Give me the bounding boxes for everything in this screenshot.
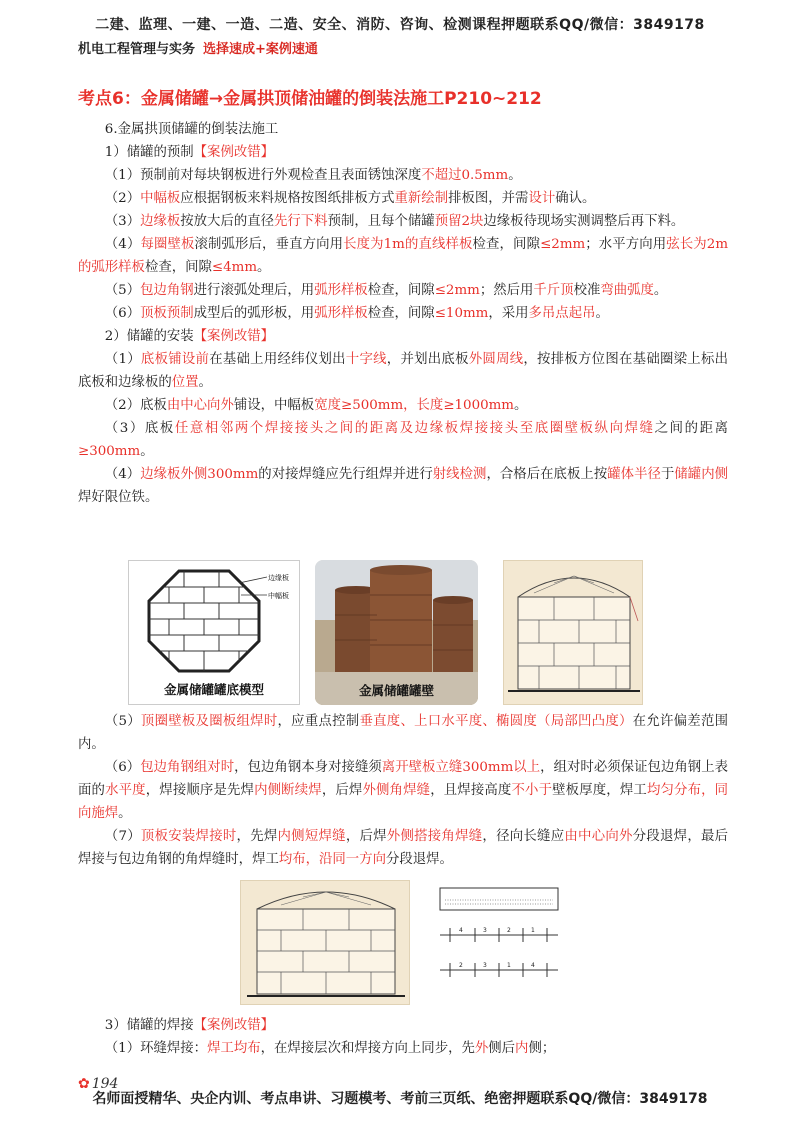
roof-welding-diagram — [241, 881, 411, 1006]
caption-tank-wall: 金属储罐罐壁 — [358, 683, 434, 698]
s2-p5: （5）顶圈壁板及圈板组焊时，应重点控制垂直度、上口水平度、椭圆度（局部凹凸度）在允许偏差范围内。 — [78, 714, 729, 752]
s2-p6: （6）包边角钢组对时，包边角钢本身对接缝须离开壁板立缝300mm以上，组对时必须保证包边角钢上表面的水平度，焊接顺序是先焊内侧断续焊，后焊外侧角焊缝，且焊接高度不小于壁板厚度，焊工均匀分布，同向施焊。 — [78, 760, 729, 821]
weld-sequence-diagram — [435, 880, 565, 1005]
s1-p1: （1）预制前对每块钢板进行外观检查且表面锈蚀深度不超过0.5mm。 — [104, 168, 522, 183]
tank-bottom-diagram — [129, 561, 301, 679]
subject-line — [78, 38, 800, 57]
section-heading: 6.金属拱顶储罐的倒装法施工 — [104, 122, 279, 137]
s2-p1: （1）底板铺设前在基础上用经纬仪划出十字线，并划出底板外圆周线，按排板方位图在基础圈梁上标出底板和边缘板的位置。 — [78, 352, 729, 390]
mid-plate-label: 中幅板 — [268, 592, 289, 600]
s3-p1: （1）环缝焊接：焊工均布，在焊接层次和焊接方向上同步，先外侧后内侧； — [104, 1041, 556, 1056]
s1-p2: （2）中幅板应根据钢板来料规格按图纸排板方式重新绘制排板图，并需设计确认。 — [104, 191, 596, 206]
s1-p3: （3）边缘板按放大后的直径先行下料预制，且每个储罐预留2块边缘板待现场实测调整后再下料。 — [104, 214, 685, 229]
svg-text:4: 4 — [459, 927, 463, 934]
topic-title: 考点6：金属储罐→金属拱顶储油罐的倒装法施工P210~212 — [78, 89, 542, 109]
s2-p2: （2）底板由中心向外铺设，中幅板宽度≥500mm，长度≥1000mm。 — [104, 398, 528, 413]
caption-tank-bottom: 金属储罐罐底模型 — [163, 682, 264, 697]
subject-name: 机电工程管理与实务 — [78, 42, 196, 57]
tank-bottom-model-figure — [128, 560, 300, 705]
footer-banner: 名师面授精华、央企内训、考点串讲、习题模考、考前三页纸、绝密押题联系QQ/微信：3849178 — [92, 1091, 708, 1107]
svg-text:3: 3 — [483, 927, 487, 934]
tank-section-diagram — [504, 561, 644, 706]
tank-section-figure — [503, 560, 643, 705]
s1-p4: （4）每圈壁板滚制弧形后，垂直方向用长度为1m的直线样板检查，间隙≤2mm；水平方向用弦长为2m的弧形样板检查，间隙≤4mm。 — [78, 237, 729, 275]
s2-p3: （3）底板任意相邻两个焊接接头之间的距离及边缘板焊接接头至底圈壁板纵向焊缝之间的距离≥300mm。 — [78, 421, 728, 459]
content-block-1 — [78, 118, 728, 509]
tank-wall-photo — [315, 560, 478, 705]
svg-text:1: 1 — [507, 962, 511, 969]
figures-row-2 — [240, 880, 560, 1005]
svg-text:2: 2 — [459, 962, 463, 969]
content-block-2 — [78, 710, 728, 871]
content-block-3 — [78, 1014, 728, 1060]
top-banner: 二建、监理、一建、一造、二造、安全、消防、咨询、检测课程押题联系QQ/微信：3849178 — [95, 17, 705, 33]
roof-welding-figure — [240, 880, 410, 1005]
s2-p4: （4）边缘板外侧300mm的对接焊缝应先行组焊并进行射线检测，合格后在底板上按罐体半径于储罐内侧焊好限位铁。 — [78, 467, 729, 505]
s2-heading: 2）储罐的安装【案例改错】 — [104, 329, 275, 344]
weld-sequence-figure — [435, 880, 565, 1005]
s1-heading: 1）储罐的预制【案例改错】 — [104, 145, 275, 160]
edge-plate-label: 边缘板 — [268, 574, 289, 582]
page-number: ✿ 194 — [78, 1076, 119, 1092]
s3-heading: 3）储罐的焊接【案例改错】 — [104, 1018, 275, 1033]
subject-tag: 选择速成+案例速通 — [203, 42, 318, 57]
svg-text:2: 2 — [507, 927, 511, 934]
flower-icon: ✿ — [78, 1076, 90, 1092]
s1-p6: （6）顶板预制成型后的弧形板，用弧形样板检查，间隙≤10mm，采用多吊点起吊。 — [104, 306, 609, 321]
figures-row-1 — [128, 560, 648, 705]
s1-p5: （5）包边角钢进行滚弧处理后，用弧形样板检查，间隙≤2mm；然后用千斤顶校准弯曲弧度。 — [104, 283, 668, 298]
svg-text:1: 1 — [531, 927, 535, 934]
s2-p7: （7）顶板安装焊接时，先焊内侧短焊缝，后焊外侧搭接角焊缝，径向长缝应由中心向外分段退焊，最后焊接与包边角钢的角焊缝时，焊工均布，沿同一方向分段退焊。 — [78, 829, 729, 867]
svg-text:3: 3 — [483, 962, 487, 969]
svg-text:4: 4 — [531, 962, 535, 969]
